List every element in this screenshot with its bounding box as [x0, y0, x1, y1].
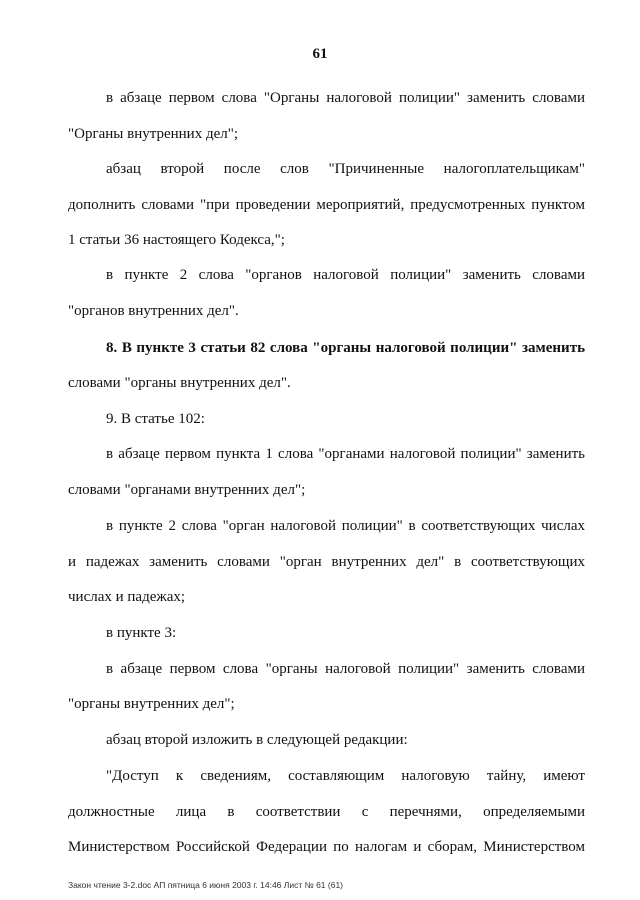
text-line: "Доступ к сведениям, составляющим налоговую тайну, имеют	[106, 768, 585, 784]
text-line: словами "органы внутренних дел".	[68, 375, 291, 391]
text-line: в пункте 2 слова "орган налоговой полиции" в соответствующих числах	[106, 518, 585, 534]
page-number: 61	[312, 46, 328, 62]
text-line: Министерством Российской Федерации по налогам и сборам, Министерством	[68, 839, 585, 855]
text-line: абзац второй после слов "Причиненные налогоплательщикам"	[106, 161, 585, 177]
text-line: в абзаце первом слова "органы налоговой полиции" заменить словами	[106, 661, 585, 677]
text-line: в пункте 2 слова "органов налоговой полиции" заменить словами	[106, 267, 585, 283]
text-line: должностные лица в соответствии с перечнями, определяемыми	[68, 804, 585, 820]
text-line: "органов внутренних дел".	[68, 303, 239, 319]
text-line: дополнить словами "при проведении мероприятий, предусмотренных пунктом	[68, 197, 585, 213]
text-line: "органы внутренних дел";	[68, 696, 235, 712]
text-line: 8. В пункте 3 статьи 82 слова "органы налоговой полиции" заменить	[106, 340, 585, 356]
text-line: в абзаце первом слова "Органы налоговой полиции" заменить словами	[106, 90, 585, 106]
text-line: числах и падежах;	[68, 589, 186, 605]
text-line: словами "органами внутренних дел";	[68, 482, 306, 498]
text-line: в пункте 3:	[106, 625, 177, 641]
text-line: "Органы внутренних дел";	[68, 126, 239, 142]
text-line: абзац второй изложить в следующей редакции:	[106, 732, 408, 748]
text-line: 9. В статье 102:	[106, 411, 205, 427]
document-footer: Закон чтение 3-2.doc АП пятница 6 июня 2003 г. 14:46 Лист № 61 (61)	[68, 880, 344, 890]
text-line: в абзаце первом пункта 1 слова "органами налоговой полиции" заменить	[106, 446, 585, 462]
text-line: 1 статьи 36 настоящего Кодекса,";	[68, 232, 285, 248]
text-line: и падежах заменить словами "орган внутренних дел" в соответствующих	[68, 554, 585, 570]
